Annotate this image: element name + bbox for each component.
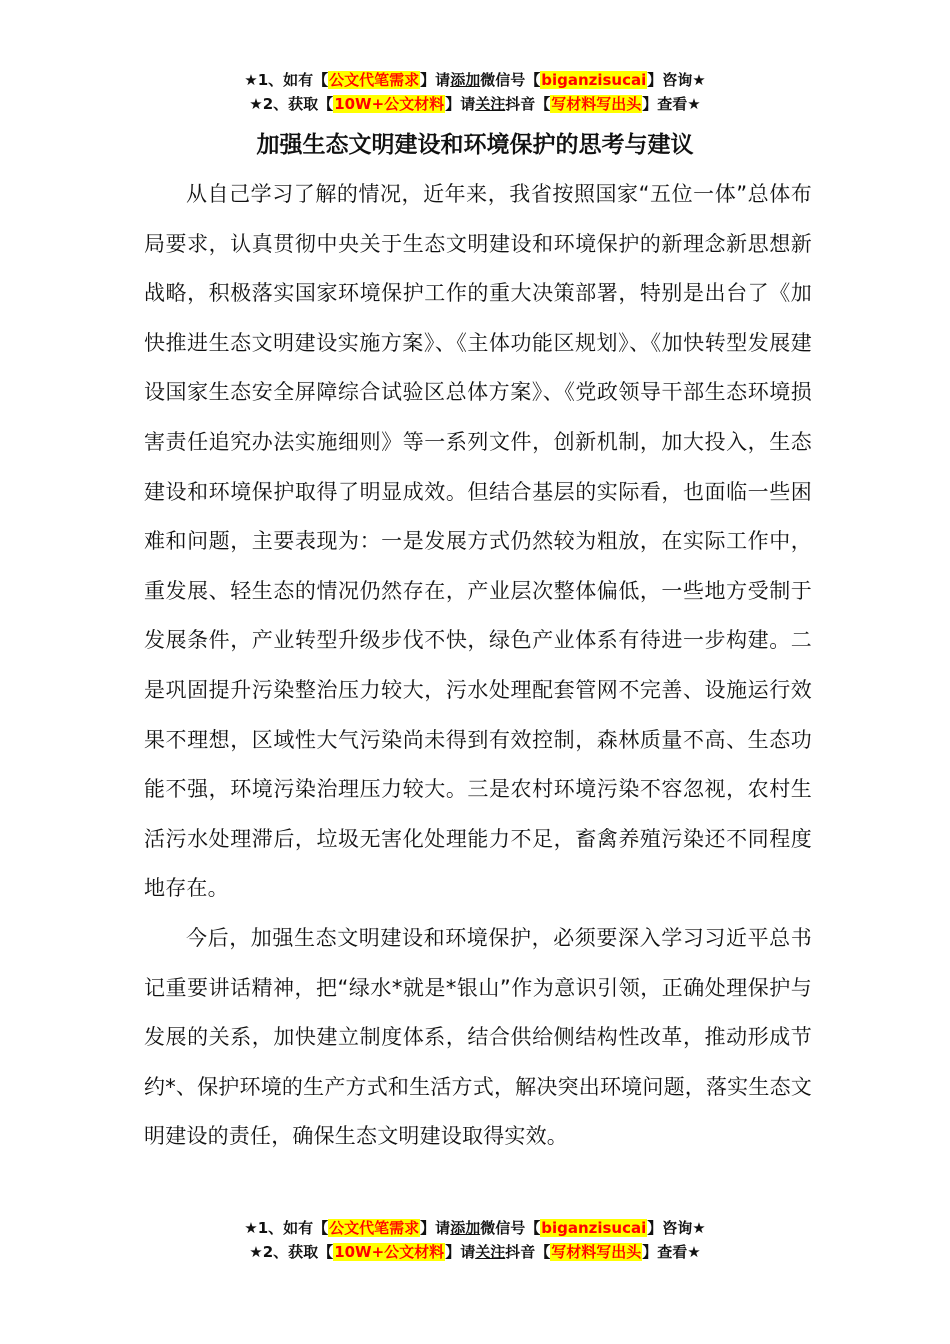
- paragraph: 从自己学习了解的情况，近年来，我省按照国家“五位一体”总体布局要求，认真贯彻中央关于生态文明建设和环境保护的新理念新思想新战略，积极落实国家环境保护工作的重大决策部署，特别是出台了《加快推进生态文明建设实施方案》、《主体功能区规划》、《加快转型发展建设国家生态安全屏障综合试验区总体方案》、《党政领导干部生态环境损害责任追究办法实施细则》等一系列文件，创新机制，加大投入，生态建设和环境保护取得了明显成效。但结合基层的实际看，也面临一些困难和问题，主要表现为：一是发展方式仍然较为粗放，在实际工作中，重发展、轻生态的情况仍然存在，产业层次整体偏低，一些地方受制于发展条件，产业转型升级步伐不快，绿色产业体系有待进一步构建。二是巩固提升污染整治压力较大，污水处理配套管网不完善、设施运行效果不理想，区域性大气污染尚未得到有效控制，森林质量不高、生态功能不强，环境污染治理压力较大。三是农村环境污染不容忽视，农村生活污水处理滞后，垃圾无害化处理能力不足，畜禽养殖污染还不同程度地存在。: [144, 182, 812, 901]
- promo-highlight: biganzisucai: [541, 71, 647, 89]
- promo-text: 】请: [445, 95, 476, 113]
- paragraph: 今后，加强生态文明建设和环境保护，必须要深入学习习近平总书记重要讲话精神，把“绿水*就是*银山”作为意识引领，正确处理保护与发展的关系，加快建立制度体系，结合供给侧结构性改革，推动形成节约*、保护环境的生产方式和生活方式，解决突出环境问题，落实生态文明建设的责任，确保生态文明建设取得实效。: [144, 925, 812, 1149]
- promo-highlight: 写材料写出头: [551, 95, 642, 113]
- promo-highlight: 10W+公文材料: [334, 1243, 445, 1261]
- document-title: 加强生态文明建设和环境保护的思考与建议: [256, 132, 694, 158]
- promo-line-2: [0, 1240, 950, 1264]
- promo-underline: 添加: [450, 71, 481, 89]
- promo-highlight: biganzisucai: [541, 1219, 647, 1237]
- promo-underline: 添加: [450, 1219, 481, 1237]
- promo-underline: 关注: [475, 1243, 506, 1261]
- promo-text: 】查看★: [642, 95, 701, 113]
- document-body: [144, 170, 812, 1162]
- promo-highlight: 公文代笔需求: [329, 71, 420, 89]
- promo-text: ★2、获取【: [249, 95, 334, 113]
- promo-line-1: [0, 1216, 950, 1240]
- promo-text: 抖音【: [505, 1243, 551, 1261]
- promo-text: 微信号【: [480, 71, 541, 89]
- promo-highlight: 公文代笔需求: [329, 1219, 420, 1237]
- header-promo: [0, 68, 950, 116]
- promo-text: 】请: [445, 1243, 476, 1261]
- promo-text: 微信号【: [480, 1219, 541, 1237]
- footer-promo: [0, 1216, 950, 1264]
- promo-text: 】请: [420, 71, 451, 89]
- promo-highlight: 写材料写出头: [551, 1243, 642, 1261]
- promo-highlight: 10W+公文材料: [334, 95, 445, 113]
- promo-text: 】咨询★: [647, 71, 706, 89]
- promo-text: ★1、如有【: [244, 71, 329, 89]
- promo-text: 】咨询★: [647, 1219, 706, 1237]
- promo-underline: 关注: [475, 95, 506, 113]
- promo-text: ★1、如有【: [244, 1219, 329, 1237]
- promo-line-1: [0, 68, 950, 92]
- promo-line-2: [0, 92, 950, 116]
- promo-text: ★2、获取【: [249, 1243, 334, 1261]
- promo-text: 抖音【: [505, 95, 551, 113]
- promo-text: 】请: [420, 1219, 451, 1237]
- promo-text: 】查看★: [642, 1243, 701, 1261]
